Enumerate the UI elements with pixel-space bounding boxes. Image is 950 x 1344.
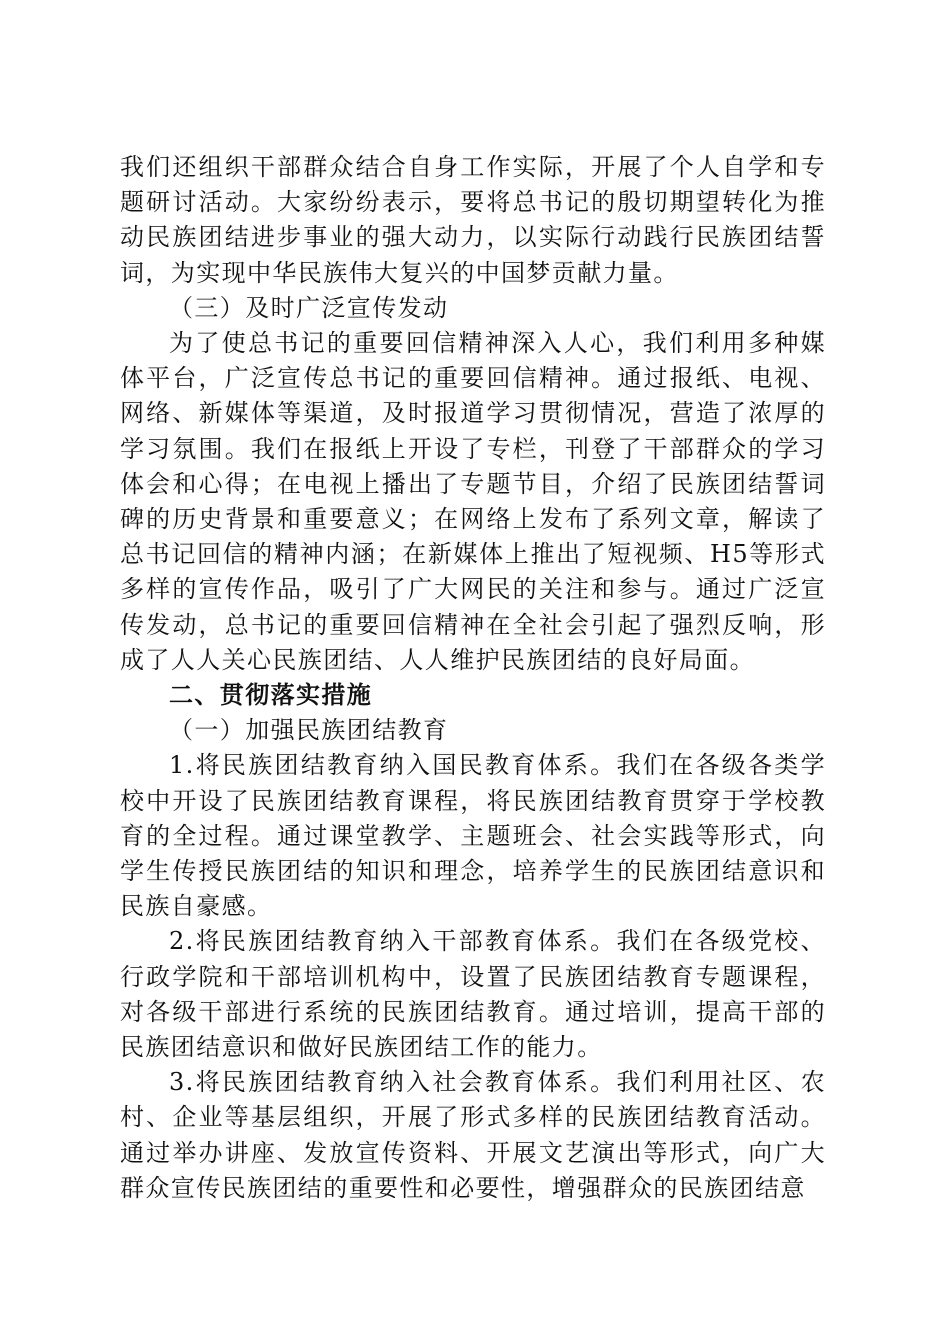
chapter-heading-measures: 二、贯彻落实措施 (169, 681, 373, 710)
document-body (120, 150, 826, 1206)
list-item-social-education: 3.将民族团结教育纳入社会教育体系。我们利用社区、农村、企业等基层组织，开展了形式多样的民族团结教育活动。通过举办讲座、发放宣传资料、开展文艺演出等形式，向广大群众宣传民族团结的重要性和必要性，增强群众的民族团结意 (120, 1068, 826, 1202)
body-paragraph-continuation: 我们还组织干部群众结合自身工作实际，开展了个人自学和专题研讨活动。大家纷纷表示，要将总书记的殷切期望转化为推动民族团结进步事业的强大动力，以实际行动践行民族团结誓词，为实现中华民族伟大复兴的中国梦贡献力量。 (120, 153, 826, 287)
body-paragraph-publicity: 为了使总书记的重要回信精神深入人心，我们利用多种媒体平台，广泛宣传总书记的重要回信精神。通过报纸、电视、网络、新媒体等渠道，及时报道学习贯彻情况，营造了浓厚的学习氛围。我们在报纸上开设了专栏，刊登了干部群众的学习体会和心得；在电视上播出了专题节目，介绍了民族团结誓词碑的历史背景和重要意义；在网络上发布了系列文章，解读了总书记回信的精神内涵；在新媒体上推出了短视频、H5等形式多样的宣传作品，吸引了广大网民的关注和参与。通过广泛宣传发动，总书记的重要回信精神在全社会引起了强烈反响，形成了人人关心民族团结、人人维护民族团结的良好局面。 (120, 329, 826, 674)
list-item-cadre-education: 2.将民族团结教育纳入干部教育体系。我们在各级党校、行政学院和干部培训机构中，设置了民族团结教育专题课程，对各级干部进行系统的民族团结教育。通过培训，提高干部的民族团结意识和做好民族团结工作的能力。 (120, 927, 826, 1062)
section-heading-education: （一）加强民族团结教育 (169, 716, 449, 745)
list-item-national-education: 1.将民族团结教育纳入国民教育体系。我们在各级各类学校中开设了民族团结教育课程，将民族团结教育贯穿于学校教育的全过程。通过课堂教学、主题班会、社会实践等形式，向学生传授民族团结的知识和理念，培养学生的民族团结意识和民族自豪感。 (120, 751, 826, 921)
section-heading-publicity: （三）及时广泛宣传发动 (169, 293, 449, 322)
